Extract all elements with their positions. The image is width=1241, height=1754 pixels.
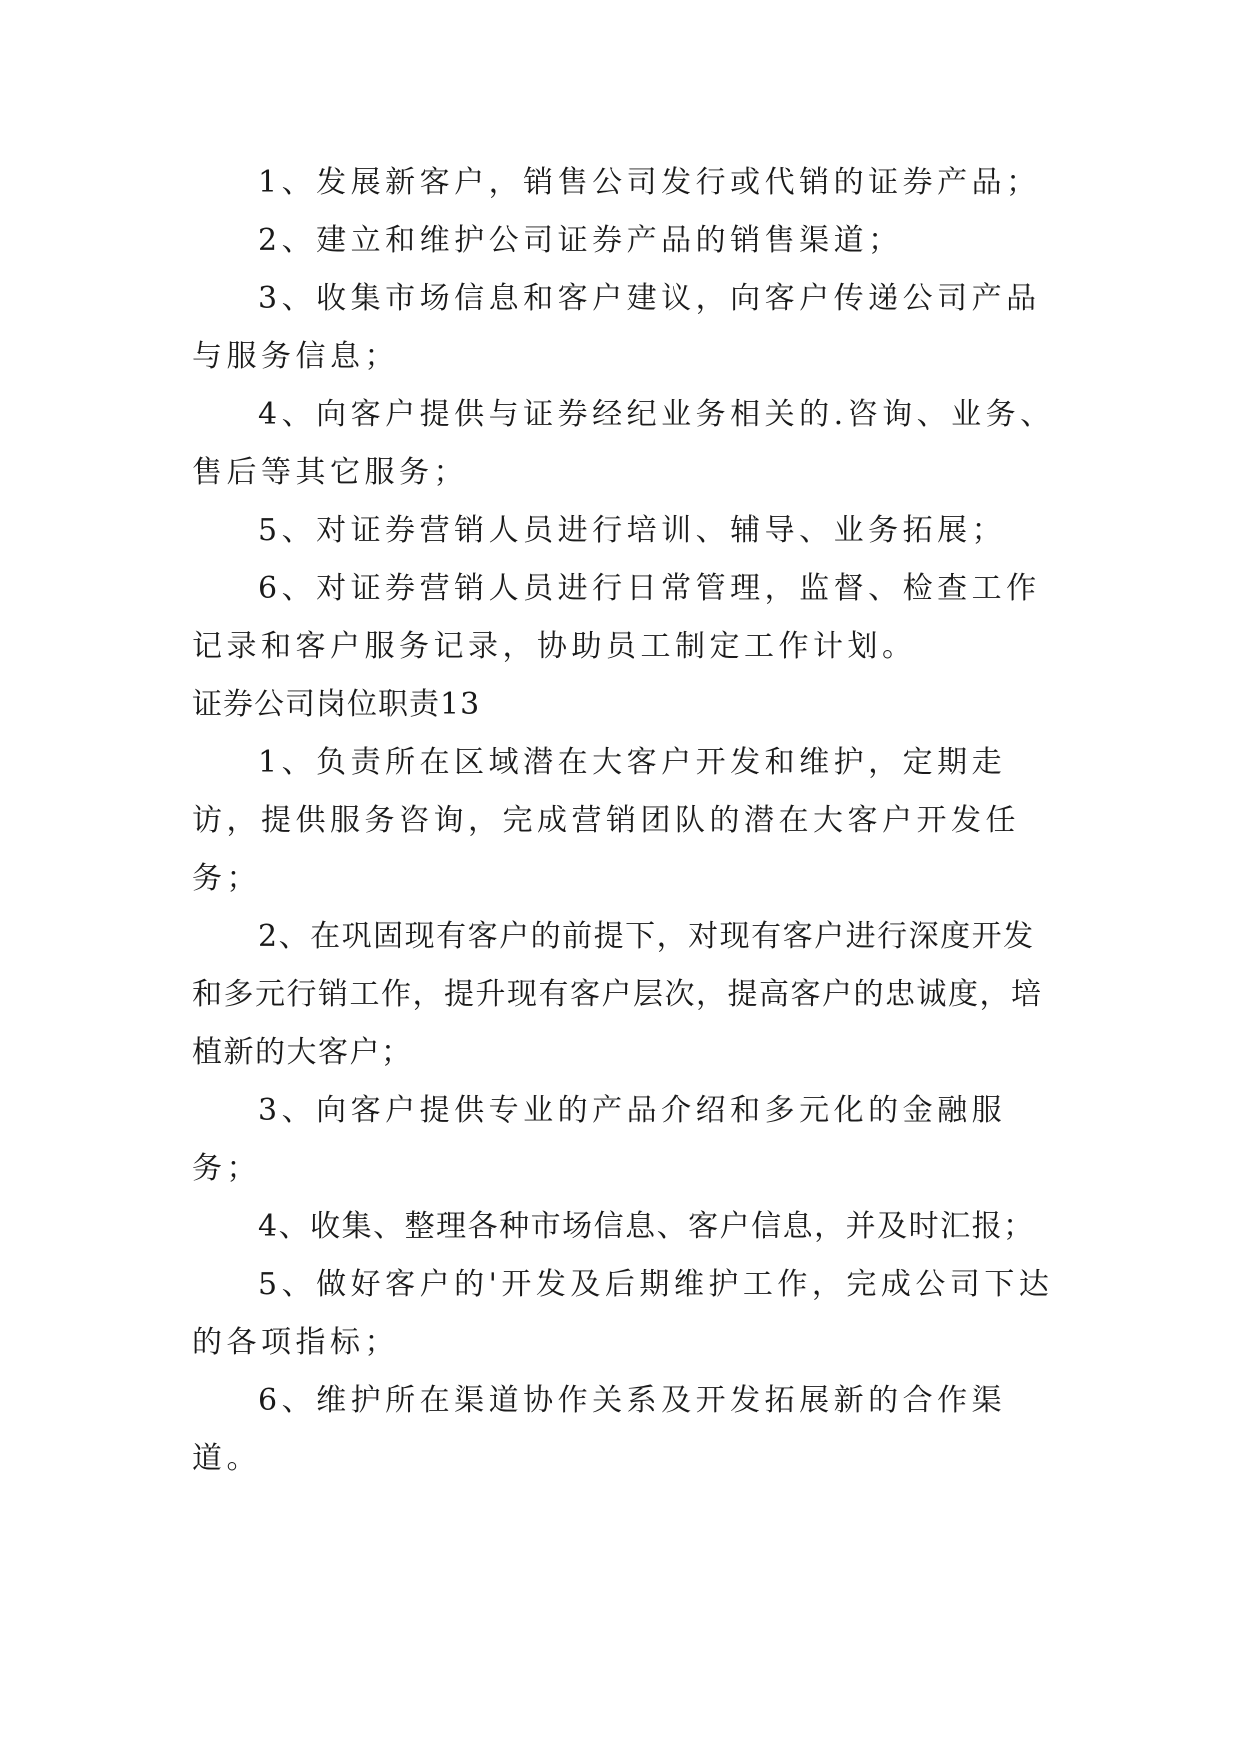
duty-item-2: 2、建立和维护公司证券产品的销售渠道； — [258, 223, 903, 258]
duty-item-6: 6、维护所在渠道协作关系及开发拓展新的合作渠道。 — [192, 1383, 1007, 1476]
document-body — [192, 154, 1062, 1488]
duty-item-2: 2、在巩固现有客户的前提下，对现有客户进行深度开发和多元行销工作，提升现有客户层次，提高客户的忠诚度，培植新的大客户； — [192, 919, 1043, 1070]
duty-item-3: 3、向客户提供专业的产品介绍和多元化的金融服务； — [192, 1093, 1007, 1186]
duty-item-4: 4、向客户提供与证券经纪业务相关的.咨询、业务、售后等其它服务； — [192, 397, 1055, 490]
duty-item-6: 6、对证券营销人员进行日常管理，监督、检查工作记录和客户服务记录，协助员工制定工作计划。 — [192, 571, 1041, 664]
duty-item-5: 5、做好客户的'开发及后期维护工作，完成公司下达的各项指标； — [192, 1267, 1054, 1360]
duty-item-5: 5、对证券营销人员进行培训、辅导、业务拓展； — [258, 513, 1007, 548]
section-heading: 证券公司岗位职责13 — [192, 687, 481, 722]
duty-item-1: 1、负责所在区域潜在大客户开发和维护，定期走访，提供服务咨询，完成营销团队的潜在大客户开发任务； — [192, 745, 1020, 896]
duty-item-1: 1、发展新客户，销售公司发行或代销的证券产品； — [258, 165, 1041, 200]
duty-item-4: 4、收集、整理各种市场信息、客户信息，并及时汇报； — [258, 1209, 1035, 1244]
duty-item-3: 3、收集市场信息和客户建议，向客户传递公司产品与服务信息； — [192, 281, 1041, 374]
